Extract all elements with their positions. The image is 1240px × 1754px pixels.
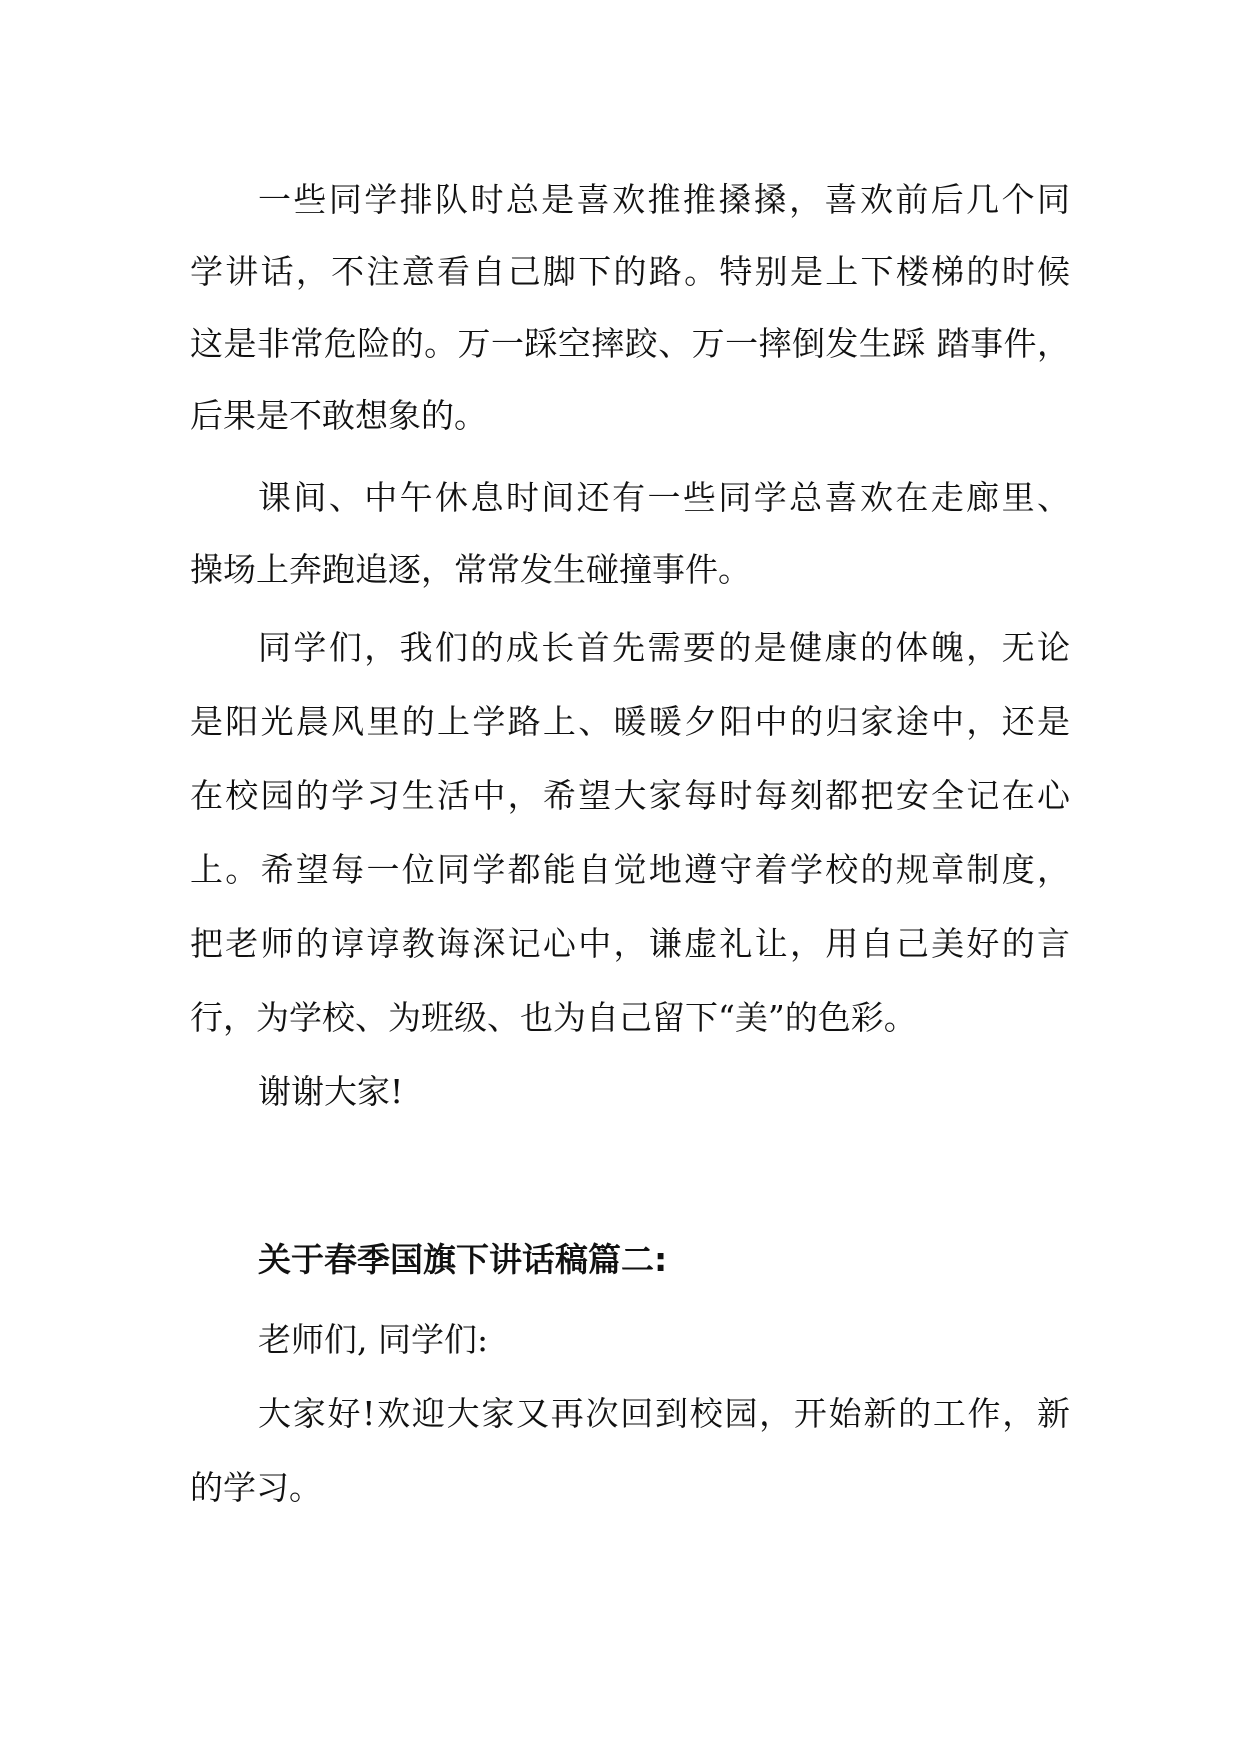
section-heading: 关于春季国旗下讲话稿篇二:: [258, 1240, 668, 1279]
salutation: 老师们, 同学们:: [258, 1320, 489, 1359]
paragraph-3-line-1: 同学们，我们的成长首先需要的是健康的体魄，无论: [258, 628, 1070, 667]
paragraph-3-line-2: 是阳光晨风里的上学路上、暖暖夕阳中的归家途中，还是: [190, 702, 1070, 741]
paragraph-3-line-6: 行，为学校、为班级、也为自己留下“美”的色彩。: [190, 998, 917, 1037]
paragraph-1-line-1: 一些同学排队时总是喜欢推推搡搡，喜欢前后几个同: [258, 180, 1070, 219]
paragraph-3-line-5: 把老师的谆谆教诲深记心中，谦虚礼让，用自己美好的言: [190, 924, 1070, 963]
paragraph-1-line-3: 这是非常危险的。万一踩空摔跤、万一摔倒发生踩 踏事件，: [190, 324, 1070, 363]
greeting-line-2: 的学习。: [190, 1468, 322, 1507]
paragraph-3-line-3: 在校园的学习生活中，希望大家每时每刻都把安全记在心: [190, 776, 1070, 815]
paragraph-2-line-1: 课间、中午休息时间还有一些同学总喜欢在走廊里、: [258, 478, 1070, 517]
paragraph-3-line-4: 上。希望每一位同学都能自觉地遵守着学校的规章制度，: [190, 850, 1070, 889]
paragraph-1-line-4: 后果是不敢想象的。: [190, 396, 487, 435]
greeting-line-1: 大家好!欢迎大家又再次回到校园，开始新的工作，新: [258, 1394, 1070, 1433]
paragraph-2-line-2: 操场上奔跑追逐，常常发生碰撞事件。: [190, 550, 751, 589]
closing-thanks: 谢谢大家!: [258, 1072, 404, 1111]
paragraph-1-line-2: 学讲话，不注意看自己脚下的路。特别是上下楼梯的时候: [190, 252, 1070, 291]
